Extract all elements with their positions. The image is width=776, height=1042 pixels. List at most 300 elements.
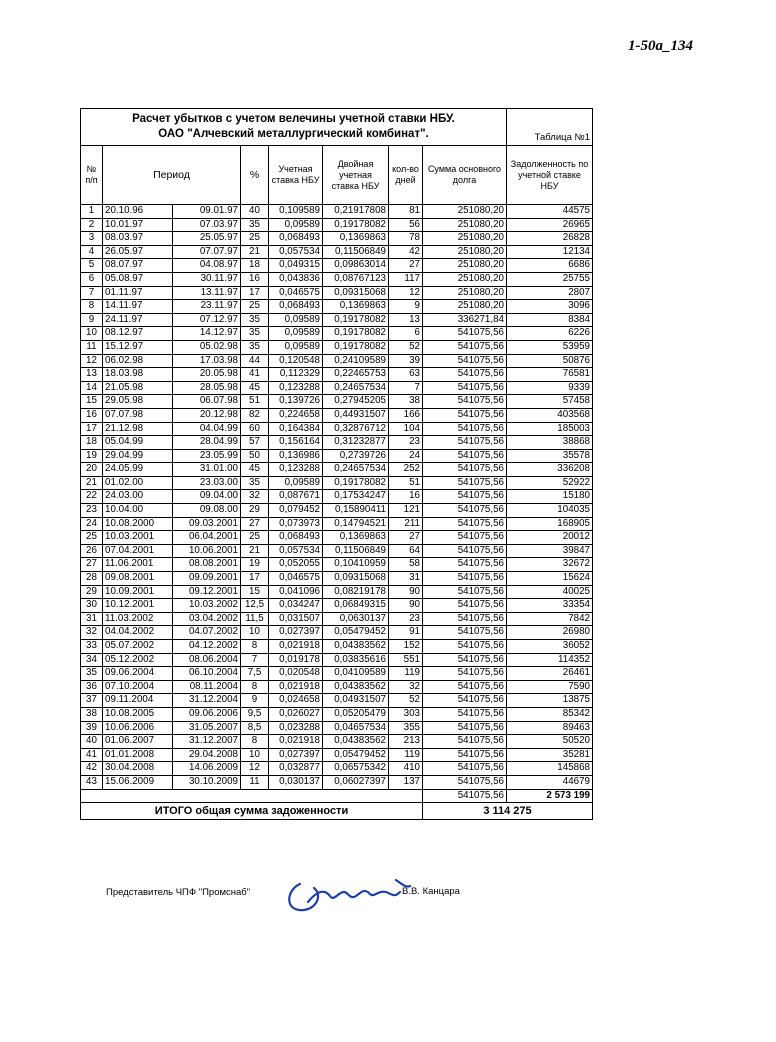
row-num-cell: 2 bbox=[81, 218, 103, 232]
header-double-rate: Двойная учетная ставка НБУ bbox=[323, 146, 389, 205]
debt-cell: 53959 bbox=[507, 340, 593, 354]
percent-cell: 9 bbox=[241, 694, 269, 708]
row-num-cell: 38 bbox=[81, 707, 103, 721]
debt-cell: 104035 bbox=[507, 504, 593, 518]
percent-cell: 25 bbox=[241, 531, 269, 545]
percent-cell: 35 bbox=[241, 218, 269, 232]
double-rate-cell: 0,14794521 bbox=[323, 517, 389, 531]
row-num-cell: 16 bbox=[81, 408, 103, 422]
period-start-cell: 10.09.2001 bbox=[103, 585, 173, 599]
days-cell: 213 bbox=[389, 735, 423, 749]
principal-cell: 541075,56 bbox=[423, 368, 507, 382]
table-row bbox=[81, 327, 593, 341]
days-cell: 81 bbox=[389, 205, 423, 219]
table-row bbox=[81, 408, 593, 422]
percent-cell: 50 bbox=[241, 449, 269, 463]
double-rate-cell: 0,31232877 bbox=[323, 436, 389, 450]
row-num-cell: 37 bbox=[81, 694, 103, 708]
principal-cell: 541075,56 bbox=[423, 490, 507, 504]
debt-cell: 403568 bbox=[507, 408, 593, 422]
period-start-cell: 24.11.97 bbox=[103, 313, 173, 327]
debt-cell: 168905 bbox=[507, 517, 593, 531]
debt-cell: 12134 bbox=[507, 245, 593, 259]
period-start-cell: 15.06.2009 bbox=[103, 775, 173, 789]
debt-cell: 145868 bbox=[507, 762, 593, 776]
double-rate-cell: 0,04383562 bbox=[323, 735, 389, 749]
days-cell: 119 bbox=[389, 667, 423, 681]
days-cell: 9 bbox=[389, 300, 423, 314]
row-num-cell: 31 bbox=[81, 612, 103, 626]
period-start-cell: 08.12.97 bbox=[103, 327, 173, 341]
principal-cell: 541075,56 bbox=[423, 572, 507, 586]
principal-cell: 541075,56 bbox=[423, 721, 507, 735]
row-num-cell: 41 bbox=[81, 748, 103, 762]
period-start-cell: 10.08.2000 bbox=[103, 517, 173, 531]
debt-cell: 15180 bbox=[507, 490, 593, 504]
rate-cell: 0,224658 bbox=[269, 408, 323, 422]
double-rate-cell: 0,17534247 bbox=[323, 490, 389, 504]
period-start-cell: 21.12.98 bbox=[103, 422, 173, 436]
rate-cell: 0,123288 bbox=[269, 463, 323, 477]
percent-cell: 7,5 bbox=[241, 667, 269, 681]
table-row bbox=[81, 748, 593, 762]
principal-cell: 541075,56 bbox=[423, 640, 507, 654]
percent-cell: 11,5 bbox=[241, 612, 269, 626]
signer-name: В.В. Канцара bbox=[402, 886, 460, 897]
days-cell: 64 bbox=[389, 544, 423, 558]
table-title bbox=[81, 109, 507, 146]
row-num-cell: 23 bbox=[81, 504, 103, 518]
rate-cell: 0,032877 bbox=[269, 762, 323, 776]
double-rate-cell: 0,1369863 bbox=[323, 531, 389, 545]
rate-cell: 0,057534 bbox=[269, 245, 323, 259]
period-start-cell: 29.05.98 bbox=[103, 395, 173, 409]
principal-cell: 251080,20 bbox=[423, 232, 507, 246]
debt-cell: 38868 bbox=[507, 436, 593, 450]
table-row bbox=[81, 653, 593, 667]
rate-cell: 0,021918 bbox=[269, 640, 323, 654]
principal-cell: 541075,56 bbox=[423, 354, 507, 368]
percent-cell: 21 bbox=[241, 245, 269, 259]
period-start-cell: 10.04.00 bbox=[103, 504, 173, 518]
row-num-cell: 20 bbox=[81, 463, 103, 477]
period-start-cell: 29.04.99 bbox=[103, 449, 173, 463]
period-start-cell: 10.06.2006 bbox=[103, 721, 173, 735]
days-cell: 27 bbox=[389, 259, 423, 273]
document-page bbox=[80, 108, 592, 820]
percent-cell: 35 bbox=[241, 476, 269, 490]
rate-cell: 0,046575 bbox=[269, 286, 323, 300]
double-rate-cell: 0,24657534 bbox=[323, 381, 389, 395]
days-cell: 7 bbox=[389, 381, 423, 395]
rate-cell: 0,112329 bbox=[269, 368, 323, 382]
debt-cell: 13875 bbox=[507, 694, 593, 708]
table-row bbox=[81, 354, 593, 368]
row-num-cell: 5 bbox=[81, 259, 103, 273]
double-rate-cell: 0,04383562 bbox=[323, 640, 389, 654]
principal-cell: 336271,84 bbox=[423, 313, 507, 327]
row-num-cell: 11 bbox=[81, 340, 103, 354]
principal-cell: 541075,56 bbox=[423, 504, 507, 518]
period-end-cell: 04.08.97 bbox=[173, 259, 241, 273]
percent-cell: 57 bbox=[241, 436, 269, 450]
period-start-cell: 01.06.2007 bbox=[103, 735, 173, 749]
period-start-cell: 08.03.97 bbox=[103, 232, 173, 246]
debt-cell: 336208 bbox=[507, 463, 593, 477]
period-end-cell: 23.05.99 bbox=[173, 449, 241, 463]
rate-cell: 0,09589 bbox=[269, 340, 323, 354]
debt-cell: 35578 bbox=[507, 449, 593, 463]
principal-cell: 251080,20 bbox=[423, 286, 507, 300]
period-end-cell: 31.01.00 bbox=[173, 463, 241, 477]
principal-cell: 541075,56 bbox=[423, 748, 507, 762]
row-num-cell: 12 bbox=[81, 354, 103, 368]
debt-cell: 44679 bbox=[507, 775, 593, 789]
percent-cell: 41 bbox=[241, 368, 269, 382]
percent-cell: 8 bbox=[241, 680, 269, 694]
subtotal-row bbox=[81, 789, 593, 803]
days-cell: 211 bbox=[389, 517, 423, 531]
debt-cell: 114352 bbox=[507, 653, 593, 667]
percent-cell: 25 bbox=[241, 232, 269, 246]
period-end-cell: 17.03.98 bbox=[173, 354, 241, 368]
days-cell: 52 bbox=[389, 694, 423, 708]
period-start-cell: 07.07.98 bbox=[103, 408, 173, 422]
debt-cell: 6226 bbox=[507, 327, 593, 341]
principal-cell: 541075,56 bbox=[423, 680, 507, 694]
period-start-cell: 06.02.98 bbox=[103, 354, 173, 368]
rate-cell: 0,068493 bbox=[269, 300, 323, 314]
losses-table bbox=[80, 108, 593, 820]
percent-cell: 25 bbox=[241, 300, 269, 314]
days-cell: 38 bbox=[389, 395, 423, 409]
days-cell: 355 bbox=[389, 721, 423, 735]
principal-cell: 251080,20 bbox=[423, 300, 507, 314]
period-end-cell: 31.12.2007 bbox=[173, 735, 241, 749]
table-row bbox=[81, 775, 593, 789]
days-cell: 27 bbox=[389, 531, 423, 545]
double-rate-cell: 0,19178082 bbox=[323, 218, 389, 232]
days-cell: 303 bbox=[389, 707, 423, 721]
days-cell: 6 bbox=[389, 327, 423, 341]
period-end-cell: 28.04.99 bbox=[173, 436, 241, 450]
double-rate-cell: 0,05479452 bbox=[323, 626, 389, 640]
principal-cell: 251080,20 bbox=[423, 245, 507, 259]
double-rate-cell: 0,08767123 bbox=[323, 272, 389, 286]
period-end-cell: 09.04.00 bbox=[173, 490, 241, 504]
double-rate-cell: 0,32876712 bbox=[323, 422, 389, 436]
percent-cell: 17 bbox=[241, 572, 269, 586]
double-rate-cell: 0,24657534 bbox=[323, 463, 389, 477]
debt-cell: 8384 bbox=[507, 313, 593, 327]
days-cell: 56 bbox=[389, 218, 423, 232]
debt-cell: 25755 bbox=[507, 272, 593, 286]
rate-cell: 0,136986 bbox=[269, 449, 323, 463]
percent-cell: 60 bbox=[241, 422, 269, 436]
days-cell: 42 bbox=[389, 245, 423, 259]
rate-cell: 0,052055 bbox=[269, 558, 323, 572]
principal-cell: 541075,56 bbox=[423, 531, 507, 545]
days-cell: 23 bbox=[389, 612, 423, 626]
period-start-cell: 05.04.99 bbox=[103, 436, 173, 450]
principal-cell: 541075,56 bbox=[423, 463, 507, 477]
table-row bbox=[81, 694, 593, 708]
rate-cell: 0,09589 bbox=[269, 476, 323, 490]
double-rate-cell: 0,04109589 bbox=[323, 667, 389, 681]
rate-cell: 0,020548 bbox=[269, 667, 323, 681]
period-end-cell: 07.03.97 bbox=[173, 218, 241, 232]
rate-cell: 0,139726 bbox=[269, 395, 323, 409]
period-end-cell: 04.04.99 bbox=[173, 422, 241, 436]
days-cell: 52 bbox=[389, 340, 423, 354]
percent-cell: 15 bbox=[241, 585, 269, 599]
principal-cell: 541075,56 bbox=[423, 395, 507, 409]
grand-total-value: 3 114 275 bbox=[423, 803, 593, 820]
row-num-cell: 28 bbox=[81, 572, 103, 586]
days-cell: 137 bbox=[389, 775, 423, 789]
double-rate-cell: 0,04931507 bbox=[323, 694, 389, 708]
principal-cell: 541075,56 bbox=[423, 585, 507, 599]
percent-cell: 32 bbox=[241, 490, 269, 504]
period-end-cell: 05.02.98 bbox=[173, 340, 241, 354]
days-cell: 551 bbox=[389, 653, 423, 667]
period-end-cell: 20.05.98 bbox=[173, 368, 241, 382]
title-line-2: ОАО "Алчевский металлургический комбинат". bbox=[158, 128, 429, 140]
period-end-cell: 29.04.2008 bbox=[173, 748, 241, 762]
period-start-cell: 08.07.97 bbox=[103, 259, 173, 273]
principal-cell: 541075,56 bbox=[423, 449, 507, 463]
principal-cell: 541075,56 bbox=[423, 544, 507, 558]
row-num-cell: 6 bbox=[81, 272, 103, 286]
row-num-cell: 14 bbox=[81, 381, 103, 395]
double-rate-cell: 0,04657534 bbox=[323, 721, 389, 735]
row-num-cell: 8 bbox=[81, 300, 103, 314]
principal-cell: 251080,20 bbox=[423, 218, 507, 232]
period-start-cell: 07.04.2001 bbox=[103, 544, 173, 558]
period-end-cell: 06.10.2004 bbox=[173, 667, 241, 681]
table-row bbox=[81, 300, 593, 314]
rate-cell: 0,027397 bbox=[269, 748, 323, 762]
percent-cell: 29 bbox=[241, 504, 269, 518]
rate-cell: 0,109589 bbox=[269, 205, 323, 219]
rate-cell: 0,030137 bbox=[269, 775, 323, 789]
debt-cell: 36052 bbox=[507, 640, 593, 654]
days-cell: 152 bbox=[389, 640, 423, 654]
period-end-cell: 10.03.2002 bbox=[173, 599, 241, 613]
rate-cell: 0,073973 bbox=[269, 517, 323, 531]
period-start-cell: 10.08.2005 bbox=[103, 707, 173, 721]
table-row bbox=[81, 680, 593, 694]
principal-cell: 541075,56 bbox=[423, 327, 507, 341]
table-row bbox=[81, 572, 593, 586]
period-end-cell: 10.06.2001 bbox=[173, 544, 241, 558]
percent-cell: 40 bbox=[241, 205, 269, 219]
debt-cell: 85342 bbox=[507, 707, 593, 721]
percent-cell: 21 bbox=[241, 544, 269, 558]
table-row bbox=[81, 259, 593, 273]
period-end-cell: 09.12.2001 bbox=[173, 585, 241, 599]
debt-cell: 44575 bbox=[507, 205, 593, 219]
period-end-cell: 13.11.97 bbox=[173, 286, 241, 300]
row-num-cell: 36 bbox=[81, 680, 103, 694]
principal-cell: 251080,20 bbox=[423, 205, 507, 219]
table-row bbox=[81, 707, 593, 721]
rate-cell: 0,019178 bbox=[269, 653, 323, 667]
percent-cell: 27 bbox=[241, 517, 269, 531]
days-cell: 24 bbox=[389, 449, 423, 463]
row-num-cell: 25 bbox=[81, 531, 103, 545]
debt-cell: 9339 bbox=[507, 381, 593, 395]
rate-cell: 0,024658 bbox=[269, 694, 323, 708]
percent-cell: 35 bbox=[241, 327, 269, 341]
double-rate-cell: 0,24109589 bbox=[323, 354, 389, 368]
rate-cell: 0,027397 bbox=[269, 626, 323, 640]
principal-cell: 541075,56 bbox=[423, 558, 507, 572]
period-start-cell: 10.12.2001 bbox=[103, 599, 173, 613]
days-cell: 39 bbox=[389, 354, 423, 368]
percent-cell: 8 bbox=[241, 640, 269, 654]
debt-cell: 40025 bbox=[507, 585, 593, 599]
double-rate-cell: 0,06027397 bbox=[323, 775, 389, 789]
days-cell: 51 bbox=[389, 476, 423, 490]
percent-cell: 10 bbox=[241, 748, 269, 762]
row-num-cell: 1 bbox=[81, 205, 103, 219]
percent-cell: 17 bbox=[241, 286, 269, 300]
rate-cell: 0,09589 bbox=[269, 218, 323, 232]
row-num-cell: 10 bbox=[81, 327, 103, 341]
table-row bbox=[81, 721, 593, 735]
debt-cell: 89463 bbox=[507, 721, 593, 735]
period-end-cell: 14.06.2009 bbox=[173, 762, 241, 776]
period-end-cell: 09.08.00 bbox=[173, 504, 241, 518]
days-cell: 12 bbox=[389, 286, 423, 300]
period-end-cell: 09.06.2006 bbox=[173, 707, 241, 721]
period-end-cell: 07.07.97 bbox=[173, 245, 241, 259]
double-rate-cell: 0,19178082 bbox=[323, 476, 389, 490]
period-end-cell: 30.11.97 bbox=[173, 272, 241, 286]
row-num-cell: 42 bbox=[81, 762, 103, 776]
principal-cell: 251080,20 bbox=[423, 272, 507, 286]
row-num-cell: 13 bbox=[81, 368, 103, 382]
period-start-cell: 05.07.2002 bbox=[103, 640, 173, 654]
debt-cell: 50876 bbox=[507, 354, 593, 368]
period-end-cell: 23.03.00 bbox=[173, 476, 241, 490]
rate-cell: 0,079452 bbox=[269, 504, 323, 518]
row-num-cell: 35 bbox=[81, 667, 103, 681]
principal-cell: 541075,56 bbox=[423, 653, 507, 667]
principal-cell: 541075,56 bbox=[423, 667, 507, 681]
double-rate-cell: 0,11506849 bbox=[323, 245, 389, 259]
table-row bbox=[81, 762, 593, 776]
row-num-cell: 29 bbox=[81, 585, 103, 599]
double-rate-cell: 0,06575342 bbox=[323, 762, 389, 776]
principal-cell: 541075,56 bbox=[423, 735, 507, 749]
period-end-cell: 09.01.97 bbox=[173, 205, 241, 219]
percent-cell: 16 bbox=[241, 272, 269, 286]
rate-cell: 0,021918 bbox=[269, 680, 323, 694]
percent-cell: 44 bbox=[241, 354, 269, 368]
row-num-cell: 26 bbox=[81, 544, 103, 558]
debt-cell: 26828 bbox=[507, 232, 593, 246]
double-rate-cell: 0,05479452 bbox=[323, 748, 389, 762]
double-rate-cell: 0,44931507 bbox=[323, 408, 389, 422]
period-start-cell: 11.03.2002 bbox=[103, 612, 173, 626]
rate-cell: 0,034247 bbox=[269, 599, 323, 613]
row-num-cell: 33 bbox=[81, 640, 103, 654]
rate-cell: 0,023288 bbox=[269, 721, 323, 735]
row-num-cell: 17 bbox=[81, 422, 103, 436]
percent-cell: 18 bbox=[241, 259, 269, 273]
period-end-cell: 31.05.2007 bbox=[173, 721, 241, 735]
table-row bbox=[81, 735, 593, 749]
grand-total-label: ИТОГО общая сумма задоженности bbox=[81, 803, 423, 820]
debt-cell: 76581 bbox=[507, 368, 593, 382]
table-row bbox=[81, 286, 593, 300]
percent-cell: 35 bbox=[241, 313, 269, 327]
header-debt: Задолженность по учетной ставке НБУ bbox=[507, 146, 593, 205]
table-row bbox=[81, 272, 593, 286]
double-rate-cell: 0,03835616 bbox=[323, 653, 389, 667]
days-cell: 252 bbox=[389, 463, 423, 477]
row-num-cell: 9 bbox=[81, 313, 103, 327]
double-rate-cell: 0,19178082 bbox=[323, 340, 389, 354]
double-rate-cell: 0,1369863 bbox=[323, 232, 389, 246]
row-num-cell: 15 bbox=[81, 395, 103, 409]
principal-cell: 541075,56 bbox=[423, 436, 507, 450]
percent-cell: 19 bbox=[241, 558, 269, 572]
period-end-cell: 14.12.97 bbox=[173, 327, 241, 341]
table-row bbox=[81, 531, 593, 545]
days-cell: 90 bbox=[389, 585, 423, 599]
double-rate-cell: 0,19178082 bbox=[323, 327, 389, 341]
header-percent: % bbox=[241, 146, 269, 205]
table-row bbox=[81, 599, 593, 613]
days-cell: 166 bbox=[389, 408, 423, 422]
table-row bbox=[81, 395, 593, 409]
percent-cell: 7 bbox=[241, 653, 269, 667]
days-cell: 78 bbox=[389, 232, 423, 246]
double-rate-cell: 0,27945205 bbox=[323, 395, 389, 409]
rate-cell: 0,156164 bbox=[269, 436, 323, 450]
double-rate-cell: 0,11506849 bbox=[323, 544, 389, 558]
debt-cell: 32672 bbox=[507, 558, 593, 572]
representative-label: Представитель ЧПФ "Промснаб" bbox=[106, 887, 251, 898]
principal-cell: 541075,56 bbox=[423, 408, 507, 422]
header-days: кол-во дней bbox=[389, 146, 423, 205]
table-row bbox=[81, 245, 593, 259]
period-start-cell: 30.04.2008 bbox=[103, 762, 173, 776]
percent-cell: 11 bbox=[241, 775, 269, 789]
principal-cell: 541075,56 bbox=[423, 707, 507, 721]
principal-cell: 541075,56 bbox=[423, 381, 507, 395]
debt-cell: 57458 bbox=[507, 395, 593, 409]
period-end-cell: 28.05.98 bbox=[173, 381, 241, 395]
double-rate-cell: 0,21917808 bbox=[323, 205, 389, 219]
double-rate-cell: 0,06849315 bbox=[323, 599, 389, 613]
debt-cell: 7842 bbox=[507, 612, 593, 626]
period-start-cell: 01.11.97 bbox=[103, 286, 173, 300]
rate-cell: 0,068493 bbox=[269, 531, 323, 545]
period-end-cell: 03.04.2002 bbox=[173, 612, 241, 626]
days-cell: 90 bbox=[389, 599, 423, 613]
double-rate-cell: 0,1369863 bbox=[323, 300, 389, 314]
days-cell: 104 bbox=[389, 422, 423, 436]
percent-cell: 12 bbox=[241, 762, 269, 776]
principal-cell: 541075,56 bbox=[423, 422, 507, 436]
debt-cell: 7590 bbox=[507, 680, 593, 694]
period-end-cell: 09.03.2001 bbox=[173, 517, 241, 531]
period-start-cell: 21.05.98 bbox=[103, 381, 173, 395]
